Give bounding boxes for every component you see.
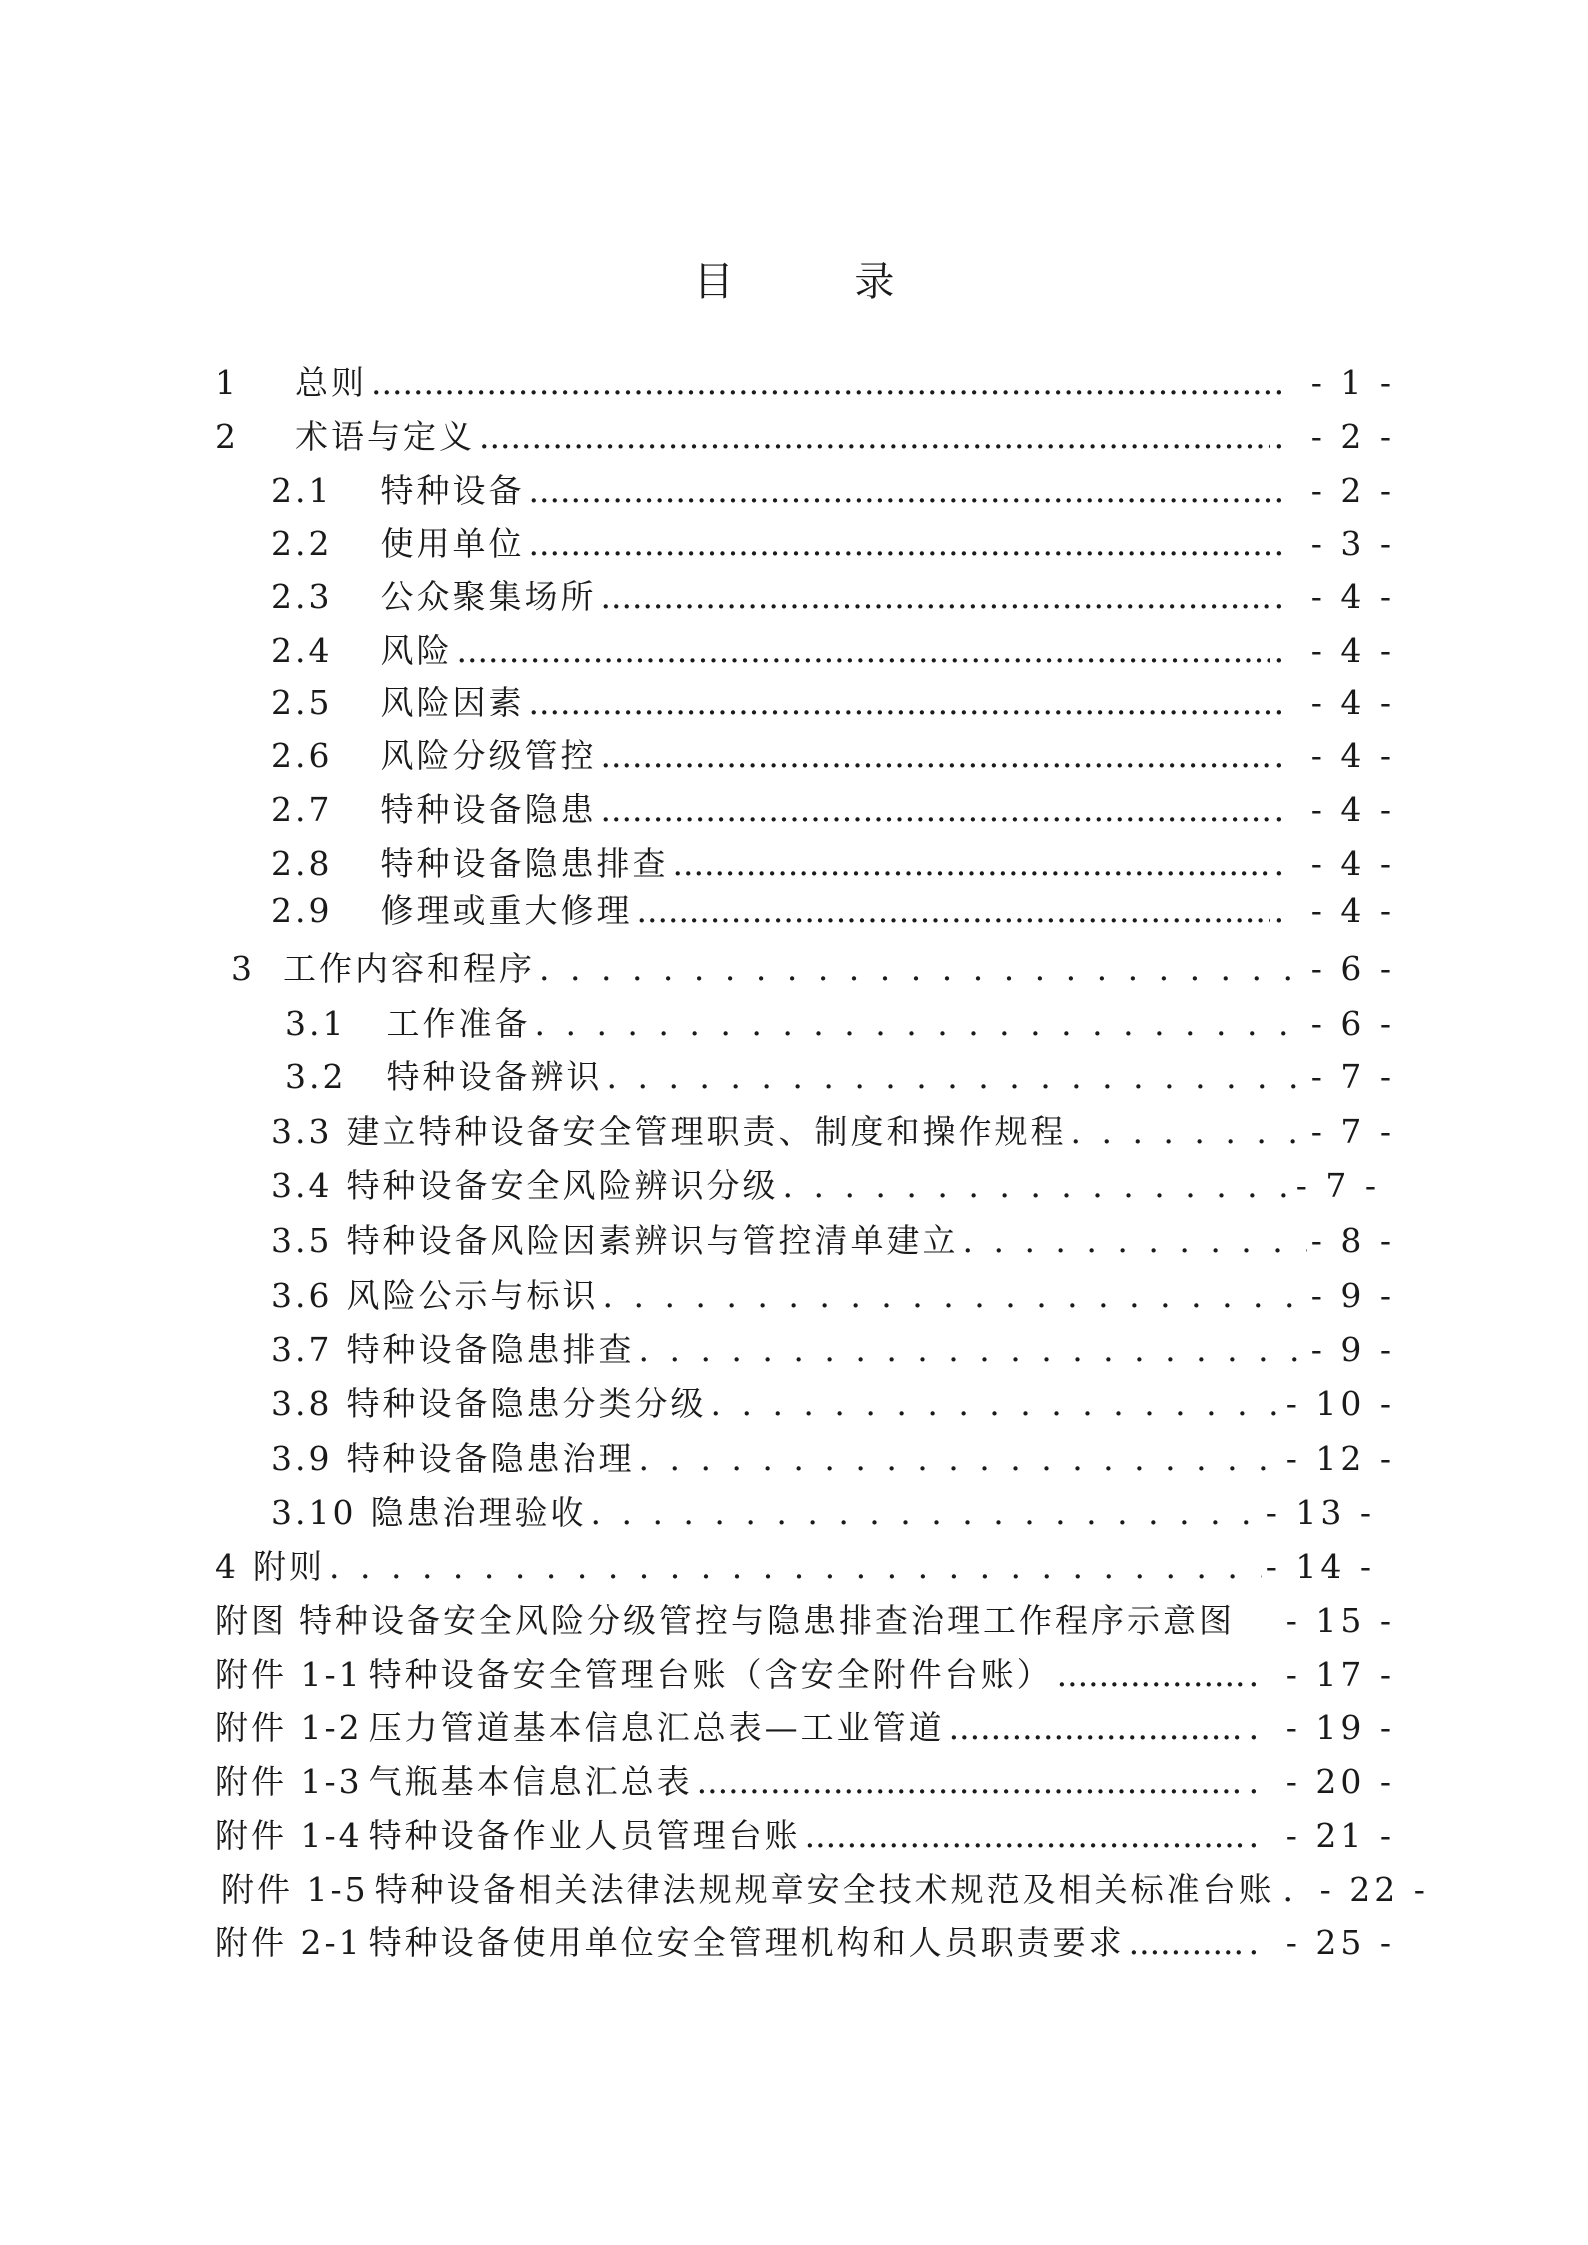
toc-entry[interactable]	[271, 680, 1395, 726]
toc-entry-page: - 12 -	[1285, 1439, 1395, 1478]
toc-entry-label: 隐患治理验收	[370, 1493, 587, 1532]
toc-entry-label: 特种设备相关法律法规规章安全技术规范及相关标准台账	[374, 1870, 1275, 1909]
toc-entry-page: ．- 19 -	[1248, 1708, 1395, 1747]
toc-entry-number: 3.2	[285, 1057, 347, 1096]
toc-entry[interactable]	[271, 521, 1395, 567]
toc-entry-label: 风险分级管控	[380, 736, 597, 775]
toc-dot-leader	[456, 628, 1269, 674]
toc-entry[interactable]	[271, 733, 1395, 779]
toc-dot-leader	[636, 888, 1269, 934]
toc-entry[interactable]	[271, 1490, 1375, 1536]
toc-entry-page: ．- 22 -	[1282, 1870, 1429, 1909]
toc-dot-leader	[805, 1813, 1245, 1859]
toc-entry[interactable]	[221, 1867, 1429, 1913]
toc-entry-page: ．- 4 -	[1273, 577, 1395, 616]
toc-entry-label: 特种设备辨识	[386, 1057, 603, 1096]
toc-dot-leader	[528, 680, 1269, 726]
toc-dot-leader	[1070, 1109, 1306, 1155]
toc-entry-label: 特种设备安全风险辨识分级	[346, 1166, 779, 1205]
toc-entry-number: 3.8	[271, 1384, 333, 1423]
page-title: 目 录	[693, 259, 949, 305]
toc-entry-page: ．- 4 -	[1273, 683, 1395, 722]
toc-entry-number: 2.2	[271, 524, 333, 563]
toc-dot-leader	[962, 1218, 1306, 1264]
toc-entry-label: 特种设备隐患排查	[380, 844, 669, 883]
toc-entry-number: 3.9	[271, 1439, 333, 1478]
toc-entry-number: 2.7	[271, 790, 333, 829]
toc-entry[interactable]	[215, 414, 1395, 460]
toc-entry-page: ．- 2 -	[1273, 471, 1395, 510]
toc-entry-page: ．- 21 -	[1248, 1816, 1395, 1855]
toc-entry-page: ．- 1 -	[1273, 363, 1395, 402]
toc-entry-number: 4	[215, 1547, 239, 1586]
toc-entry-label: 风险	[380, 631, 453, 670]
toc-entry[interactable]	[215, 1813, 1395, 1859]
toc-entry-label: 建立特种设备安全管理职责、制度和操作规程	[346, 1112, 1067, 1151]
toc-entry[interactable]	[271, 1327, 1395, 1373]
toc-entry-label: 风险公示与标识	[346, 1276, 599, 1315]
toc-entry-label: 工作内容和程序	[283, 949, 535, 988]
toc-entry-label: 风险因素	[380, 683, 525, 722]
toc-entry[interactable]	[271, 787, 1395, 833]
toc-entry-page: - 15 -	[1285, 1601, 1395, 1640]
toc-entry-number: 2	[215, 417, 239, 456]
toc-dot-leader	[371, 360, 1270, 406]
toc-entry-page: - 10 -	[1285, 1384, 1395, 1423]
toc-entry-number: 附件 1-1	[215, 1655, 363, 1694]
toc-entry-page: ．- 4 -	[1273, 891, 1395, 930]
toc-entry-page: - 9 -	[1310, 1330, 1395, 1369]
toc-entry-page: - 6 -	[1310, 949, 1395, 988]
toc-entry-number: 附件 2-1	[215, 1923, 363, 1962]
toc-entry-page: ．- 2 -	[1273, 417, 1395, 456]
toc-entry-number: 2.9	[271, 891, 333, 930]
toc-entry-label: 修理或重大修理	[380, 891, 633, 930]
toc-entry[interactable]	[215, 1759, 1395, 1805]
toc-dot-leader	[528, 521, 1269, 567]
toc-entry-number: 附件 1-5	[221, 1870, 369, 1909]
toc-dot-leader	[479, 414, 1270, 460]
toc-dot-leader	[590, 1490, 1261, 1536]
toc-entry[interactable]	[271, 1218, 1395, 1264]
toc-entry-number: 3.7	[271, 1330, 333, 1369]
toc-entry-label: 术语与定义	[295, 417, 475, 456]
toc-dot-leader	[539, 946, 1307, 992]
toc-entry[interactable]	[271, 1436, 1395, 1482]
toc-entry-page: - 7 -	[1310, 1112, 1395, 1151]
toc-entry[interactable]	[271, 468, 1395, 514]
toc-dot-leader	[1129, 1920, 1245, 1966]
toc-entry-page: - 7 -	[1310, 1057, 1395, 1096]
toc-dot-leader	[782, 1163, 1291, 1209]
toc-entry-number: 2.5	[271, 683, 333, 722]
toc-entry[interactable]	[271, 1163, 1380, 1209]
toc-entry-page: ．- 17 -	[1248, 1655, 1395, 1694]
toc-entry-label: 特种设备隐患	[380, 790, 597, 829]
toc-entry-number: 2.6	[271, 736, 333, 775]
toc-entry-label: 压力管道基本信息汇总表—工业管道	[368, 1708, 945, 1747]
toc-entry[interactable]	[271, 1381, 1395, 1427]
toc-entry-page: ．- 4 -	[1273, 844, 1395, 883]
toc-entry-number: 2.1	[271, 471, 333, 510]
toc-dot-leader	[697, 1759, 1245, 1805]
toc-entry-page: ．- 4 -	[1273, 790, 1395, 829]
toc-entry-label: 特种设备使用单位安全管理机构和人员职责要求	[368, 1923, 1125, 1962]
toc-entry-number: 附件 1-2	[215, 1708, 363, 1747]
toc-entry-label: 特种设备作业人员管理台账	[368, 1816, 801, 1855]
toc-dot-leader	[949, 1705, 1245, 1751]
toc-dot-leader	[710, 1381, 1281, 1427]
toc-dot-leader	[602, 1273, 1306, 1319]
toc-entry-page: ．- 4 -	[1273, 631, 1395, 670]
toc-entry[interactable]	[271, 888, 1395, 934]
toc-entry[interactable]	[215, 1544, 1375, 1590]
toc-entry-label: 特种设备	[380, 471, 525, 510]
toc-dot-leader	[638, 1327, 1306, 1373]
toc-entry-number: 3.5	[271, 1221, 333, 1260]
toc-entry[interactable]	[231, 946, 1395, 992]
toc-dot-leader	[600, 574, 1269, 620]
toc-entry-label: 特种设备安全管理台账（含安全附件台账）	[368, 1655, 1053, 1694]
toc-entry-page: - 14 -	[1265, 1547, 1375, 1586]
toc-entry-label: 总则	[295, 363, 367, 402]
toc-entry[interactable]	[215, 1920, 1395, 1966]
toc-entry[interactable]	[271, 1273, 1395, 1319]
toc-entry-page: - 7 -	[1295, 1166, 1380, 1205]
toc-entry-page: - 13 -	[1265, 1493, 1375, 1532]
toc-dot-leader	[672, 841, 1269, 887]
toc-entry-number: 3.3	[271, 1112, 333, 1151]
toc-entry[interactable]	[215, 1652, 1395, 1698]
toc-entry-number: 附件 1-3	[215, 1762, 363, 1801]
toc-entry-label: 特种设备隐患治理	[346, 1439, 635, 1478]
toc-entry-number: 3.1	[285, 1004, 347, 1043]
toc-entry-label: 使用单位	[380, 524, 525, 563]
toc-entry-label: 附则	[253, 1547, 325, 1586]
toc-entry[interactable]	[271, 574, 1395, 620]
toc-dot-leader	[1057, 1652, 1245, 1698]
toc-entry-label: 气瓶基本信息汇总表	[368, 1762, 693, 1801]
toc-entry-number: 3.10	[271, 1493, 357, 1532]
toc-entry[interactable]	[215, 360, 1395, 406]
toc-entry[interactable]	[285, 1001, 1395, 1047]
toc-entry[interactable]	[215, 1705, 1395, 1751]
toc-entry-number: 2.4	[271, 631, 333, 670]
toc-entry-page: ．- 3 -	[1273, 524, 1395, 563]
toc-entry-number: 附件 1-4	[215, 1816, 363, 1855]
toc-entry-page: - 9 -	[1310, 1276, 1395, 1315]
toc-entry-label: 公众聚集场所	[380, 577, 597, 616]
toc-entry-label: 特种设备隐患排查	[346, 1330, 635, 1369]
toc-entry[interactable]	[271, 1109, 1395, 1155]
toc-entry-number: 1	[215, 363, 239, 402]
toc-entry-number: 3.4	[271, 1166, 333, 1205]
toc-entry-number: 2.3	[271, 577, 333, 616]
toc-entry-page: ．- 25 -	[1248, 1923, 1395, 1962]
toc-entry[interactable]	[271, 628, 1395, 674]
toc-entry-label: 特种设备安全风险分级管控与隐患排查治理工作程序示意图	[299, 1601, 1235, 1640]
toc-dot-leader	[606, 1054, 1306, 1100]
toc-entry-page: - 8 -	[1310, 1221, 1395, 1260]
toc-entry-page: ．- 20 -	[1248, 1762, 1395, 1801]
toc-entry-number: 3	[231, 949, 255, 988]
toc-dot-leader	[638, 1436, 1281, 1482]
toc-entry[interactable]	[215, 1598, 1395, 1644]
toc-dot-leader	[329, 1544, 1262, 1590]
toc-entry[interactable]	[285, 1054, 1395, 1100]
toc-entry-label: 特种设备隐患分类分级	[346, 1384, 707, 1423]
toc-entry-number: 3.6	[271, 1276, 333, 1315]
toc-entry-label: 特种设备风险因素辨识与管控清单建立	[346, 1221, 959, 1260]
toc-dot-leader	[528, 468, 1269, 514]
toc-dot-leader	[534, 1001, 1306, 1047]
toc-entry-page: ．- 4 -	[1273, 736, 1395, 775]
toc-entry-number: 附图	[215, 1601, 287, 1640]
toc-dot-leader	[600, 787, 1269, 833]
toc-entry-label: 工作准备	[386, 1004, 531, 1043]
toc-entry-number: 2.8	[271, 844, 333, 883]
toc-dot-leader	[600, 733, 1269, 779]
toc-entry[interactable]	[271, 841, 1395, 887]
toc-entry-page: - 6 -	[1310, 1004, 1395, 1043]
